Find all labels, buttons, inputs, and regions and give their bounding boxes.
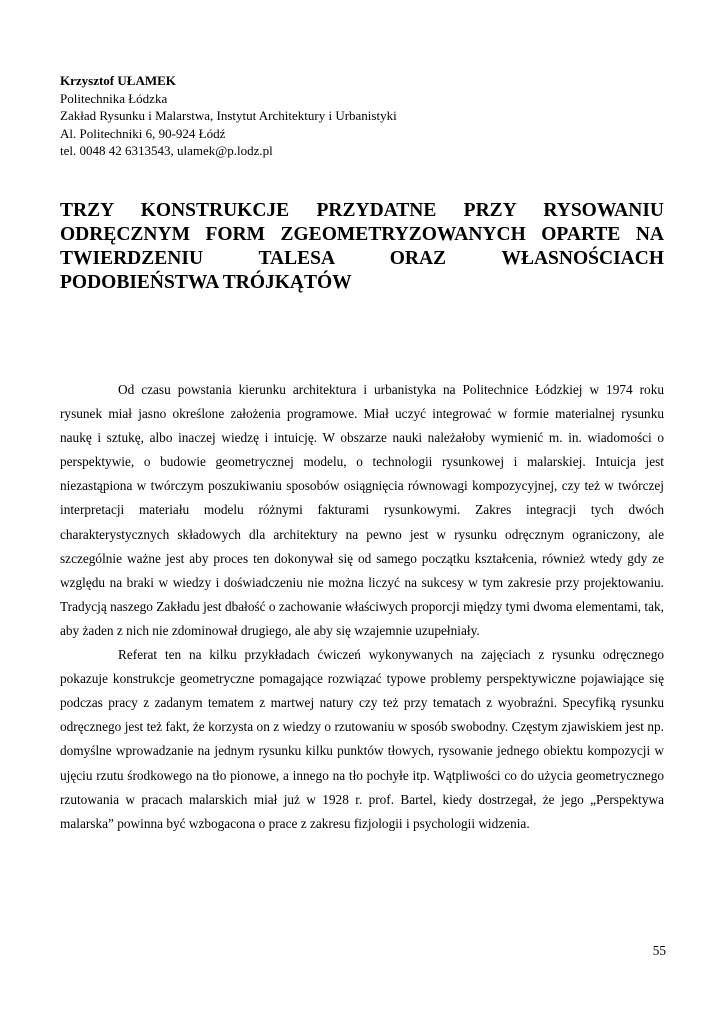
- title-line: TRZY KONSTRUKCJE PRZYDATNE PRZY RYSOWANIU: [60, 200, 664, 221]
- title-line: TWIERDZENIU TALESA ORAZ WŁASNOŚCIACH: [60, 248, 664, 269]
- affiliation-line: Zakład Rysunku i Malarstwa, Instytut Architektury i Urbanistyki: [60, 108, 397, 123]
- title-line: ODRĘCZNYM FORM ZGEOMETRYZOWANYCH OPARTE NA: [60, 224, 664, 245]
- author-affiliation-block: [60, 72, 664, 160]
- author-name: Krzysztof UŁAMEK: [60, 73, 176, 88]
- page-number: 55: [652, 943, 666, 958]
- affiliation-line: Politechnika Łódzka: [60, 90, 168, 106]
- title-line: PODOBIEŃSTWA TRÓJKĄTÓW: [60, 272, 352, 293]
- affiliation-line: Al. Politechniki 6, 90-924 Łódź: [60, 125, 226, 141]
- paper-title: [60, 199, 664, 295]
- body-text: [60, 378, 664, 836]
- affiliation-line: tel. 0048 42 6313543, ulamek@p.lodz.pl: [60, 143, 273, 158]
- paragraph: Referat ten na kilku przykładach ćwiczeń wykonywanych na zajęciach z rysunku odręcznego pokazuje konstrukcje geometryczne pomagające rozwiązać typowe problemy perspektywiczne pojawiające się podczas pracy z zadanym tematem z martwej natury czy też przy tematach z wyobraźni. Specyfiką rysunku odręcznego jest też fakt, że korzysta on z wiedzy o rzutowaniu w sposób swobodny. Częstym zjawiskiem jest np. domyślne wprowadzanie na jednym rysunku kilku punktów tłowych, rysowanie jednego obiektu kompozycji w ujęciu rzutu środkowego na tło pionowe, a innego na tło pochyłe itp. Wątpliwości co do użycia geometrycznego rzutowania w pracach malarskich miał już w 1928 r. prof. Bartel, kiedy dostrzegał, że jego „Perspektywa malarska” powinna być wzbogacona o prace z zakresu fizjologii i psychologii widzenia.: [60, 647, 664, 831]
- paragraph: Od czasu powstania kierunku architektura i urbanistyka na Politechnice Łódzkiej w 1974 roku rysunek miał jasno określone założenia programowe. Miał uczyć integrować w formie materialnej rysunku naukę i sztukę, albo inaczej wiedzę i intuicję. W obszarze nauki należałoby wymienić m. in. wiadomości o perspektywie, o budowie geometrycznej modelu, o technologii rysunkowej i malarskiej. Intuicja jest niezastąpiona w twórczym poszukiwaniu sposobów osiągnięcia równowagi kompozycyjnej, czy też w twórczej interpretacji materiału modelu różnymi fakturami rysunkowymi. Zakres integracji tych dwóch charakterystycznych składowych dla architektury na pewno jest w rysunku odręcznym ograniczony, ale szczególnie ważne jest aby proces ten dokonywał się od samego początku kształcenia, również wtedy gdy ze względu na braki w wiedzy i doświadczeniu nie można liczyć na sukcesy w tym zakresie przy projektowaniu. Tradycją naszego Zakładu jest dbałość o zachowanie właściwych proporcji między tymi dwoma elementami, tak, aby żaden z nich nie zdominował drugiego, ale aby się wzajemnie uzupełniały.: [60, 382, 664, 638]
